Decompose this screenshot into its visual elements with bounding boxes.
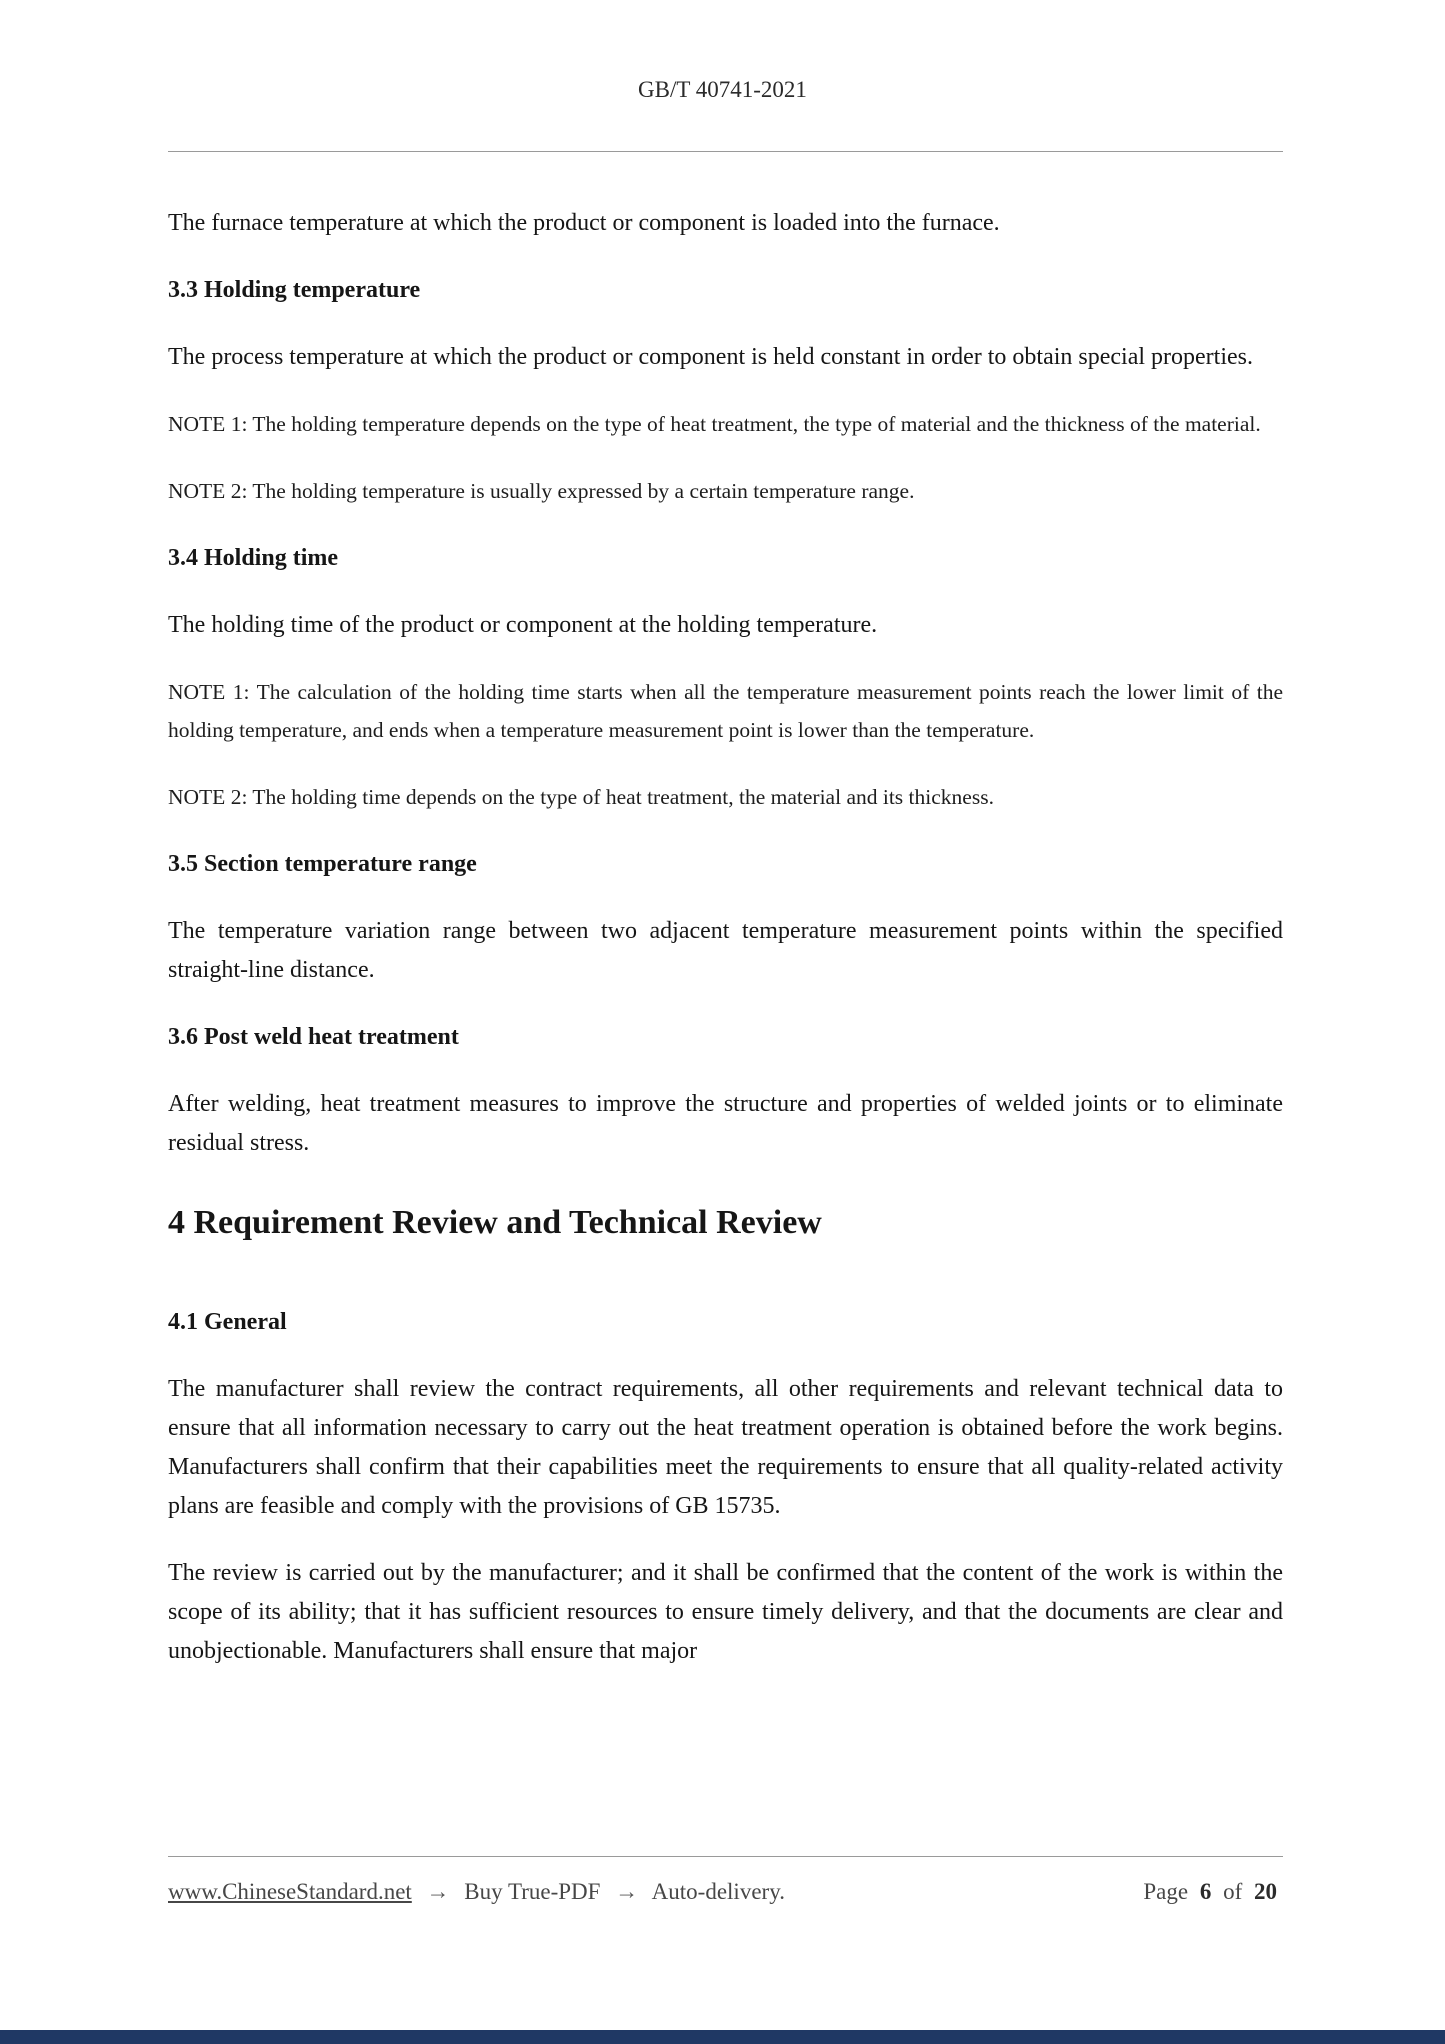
doc-number: GB/T 40741-2021 <box>638 77 807 102</box>
paragraph-holding-temperature: The process temperature at which the product or component is held constant in order to obtain special properties. <box>168 344 1253 370</box>
website-link[interactable]: www.ChineseStandard.net <box>168 1879 412 1904</box>
auto-delivery-label: Auto-delivery. <box>651 1879 785 1904</box>
note-2-holding-time: NOTE 2: The holding time depends on the type of heat treatment, the material and its thickness. <box>168 785 994 809</box>
chapter-heading-4: 4 Requirement Review and Technical Review <box>168 1204 822 1241</box>
note-2-holding-temperature: NOTE 2: The holding temperature is usually expressed by a certain temperature range. <box>168 479 915 503</box>
page-current: 6 <box>1199 1879 1212 1904</box>
arrow-icon: → <box>426 1879 450 1904</box>
section-heading-3-5: 3.5 Section temperature range <box>168 851 477 877</box>
page-footer <box>168 1856 1283 1905</box>
page-word: Page <box>1143 1879 1189 1904</box>
page-indicator <box>1143 1879 1283 1905</box>
of-word: of <box>1223 1879 1243 1904</box>
paragraph-post-weld-heat-treatment: After welding, heat treatment measures to improve the structure and properties of welded joints or to eliminate residual stress. <box>168 1091 1283 1156</box>
paragraph-holding-time: The holding time of the product or component at the holding temperature. <box>168 612 878 638</box>
paragraph-furnace-temperature: The furnace temperature at which the product or component is loaded into the furnace. <box>168 210 1000 236</box>
section-heading-4-1: 4.1 General <box>168 1309 287 1335</box>
paragraph-section-temperature-range: The temperature variation range between two adjacent temperature measurement points within the specified straight-line distance. <box>168 918 1283 983</box>
buy-true-pdf-label: Buy True-PDF <box>464 1879 601 1904</box>
note-1-holding-temperature: NOTE 1: The holding temperature depends on the type of heat treatment, the type of material and the thickness of the material. <box>168 412 1261 436</box>
note-1-holding-time: NOTE 1: The calculation of the holding time starts when all the temperature measurement points reach the lower limit of the holding temperature, and ends when a temperature measurement point is lower than the temperature. <box>168 680 1283 742</box>
page-header <box>0 0 1445 104</box>
section-heading-3-3: 3.3 Holding temperature <box>168 277 421 303</box>
bottom-accent-bar <box>0 2030 1445 2044</box>
paragraph-review-carried-out: The review is carried out by the manufacturer; and it shall be confirmed that the content of the work is within the scope of its ability; that it has sufficient resources to ensure timely delivery, and that the documents are clear and unobjectionable. Manufacturers shall ensure that major <box>168 1560 1283 1664</box>
footer-divider <box>168 1856 1283 1857</box>
page-total: 20 <box>1254 1879 1277 1904</box>
section-heading-3-6: 3.6 Post weld heat treatment <box>168 1024 459 1050</box>
document-body <box>168 152 1283 1671</box>
arrow-icon: → <box>615 1879 639 1904</box>
section-heading-3-4: 3.4 Holding time <box>168 545 339 571</box>
footer-source-line <box>168 1879 785 1905</box>
paragraph-manufacturer-review: The manufacturer shall review the contract requirements, all other requirements and relevant technical data to ensure that all information necessary to carry out the heat treatment operation is obtained before the work begins. Manufacturers shall confirm that their capabilities meet the requirements to ensure that all quality-related activity plans are feasible and comply with the provisions of GB 15735. <box>168 1376 1283 1519</box>
